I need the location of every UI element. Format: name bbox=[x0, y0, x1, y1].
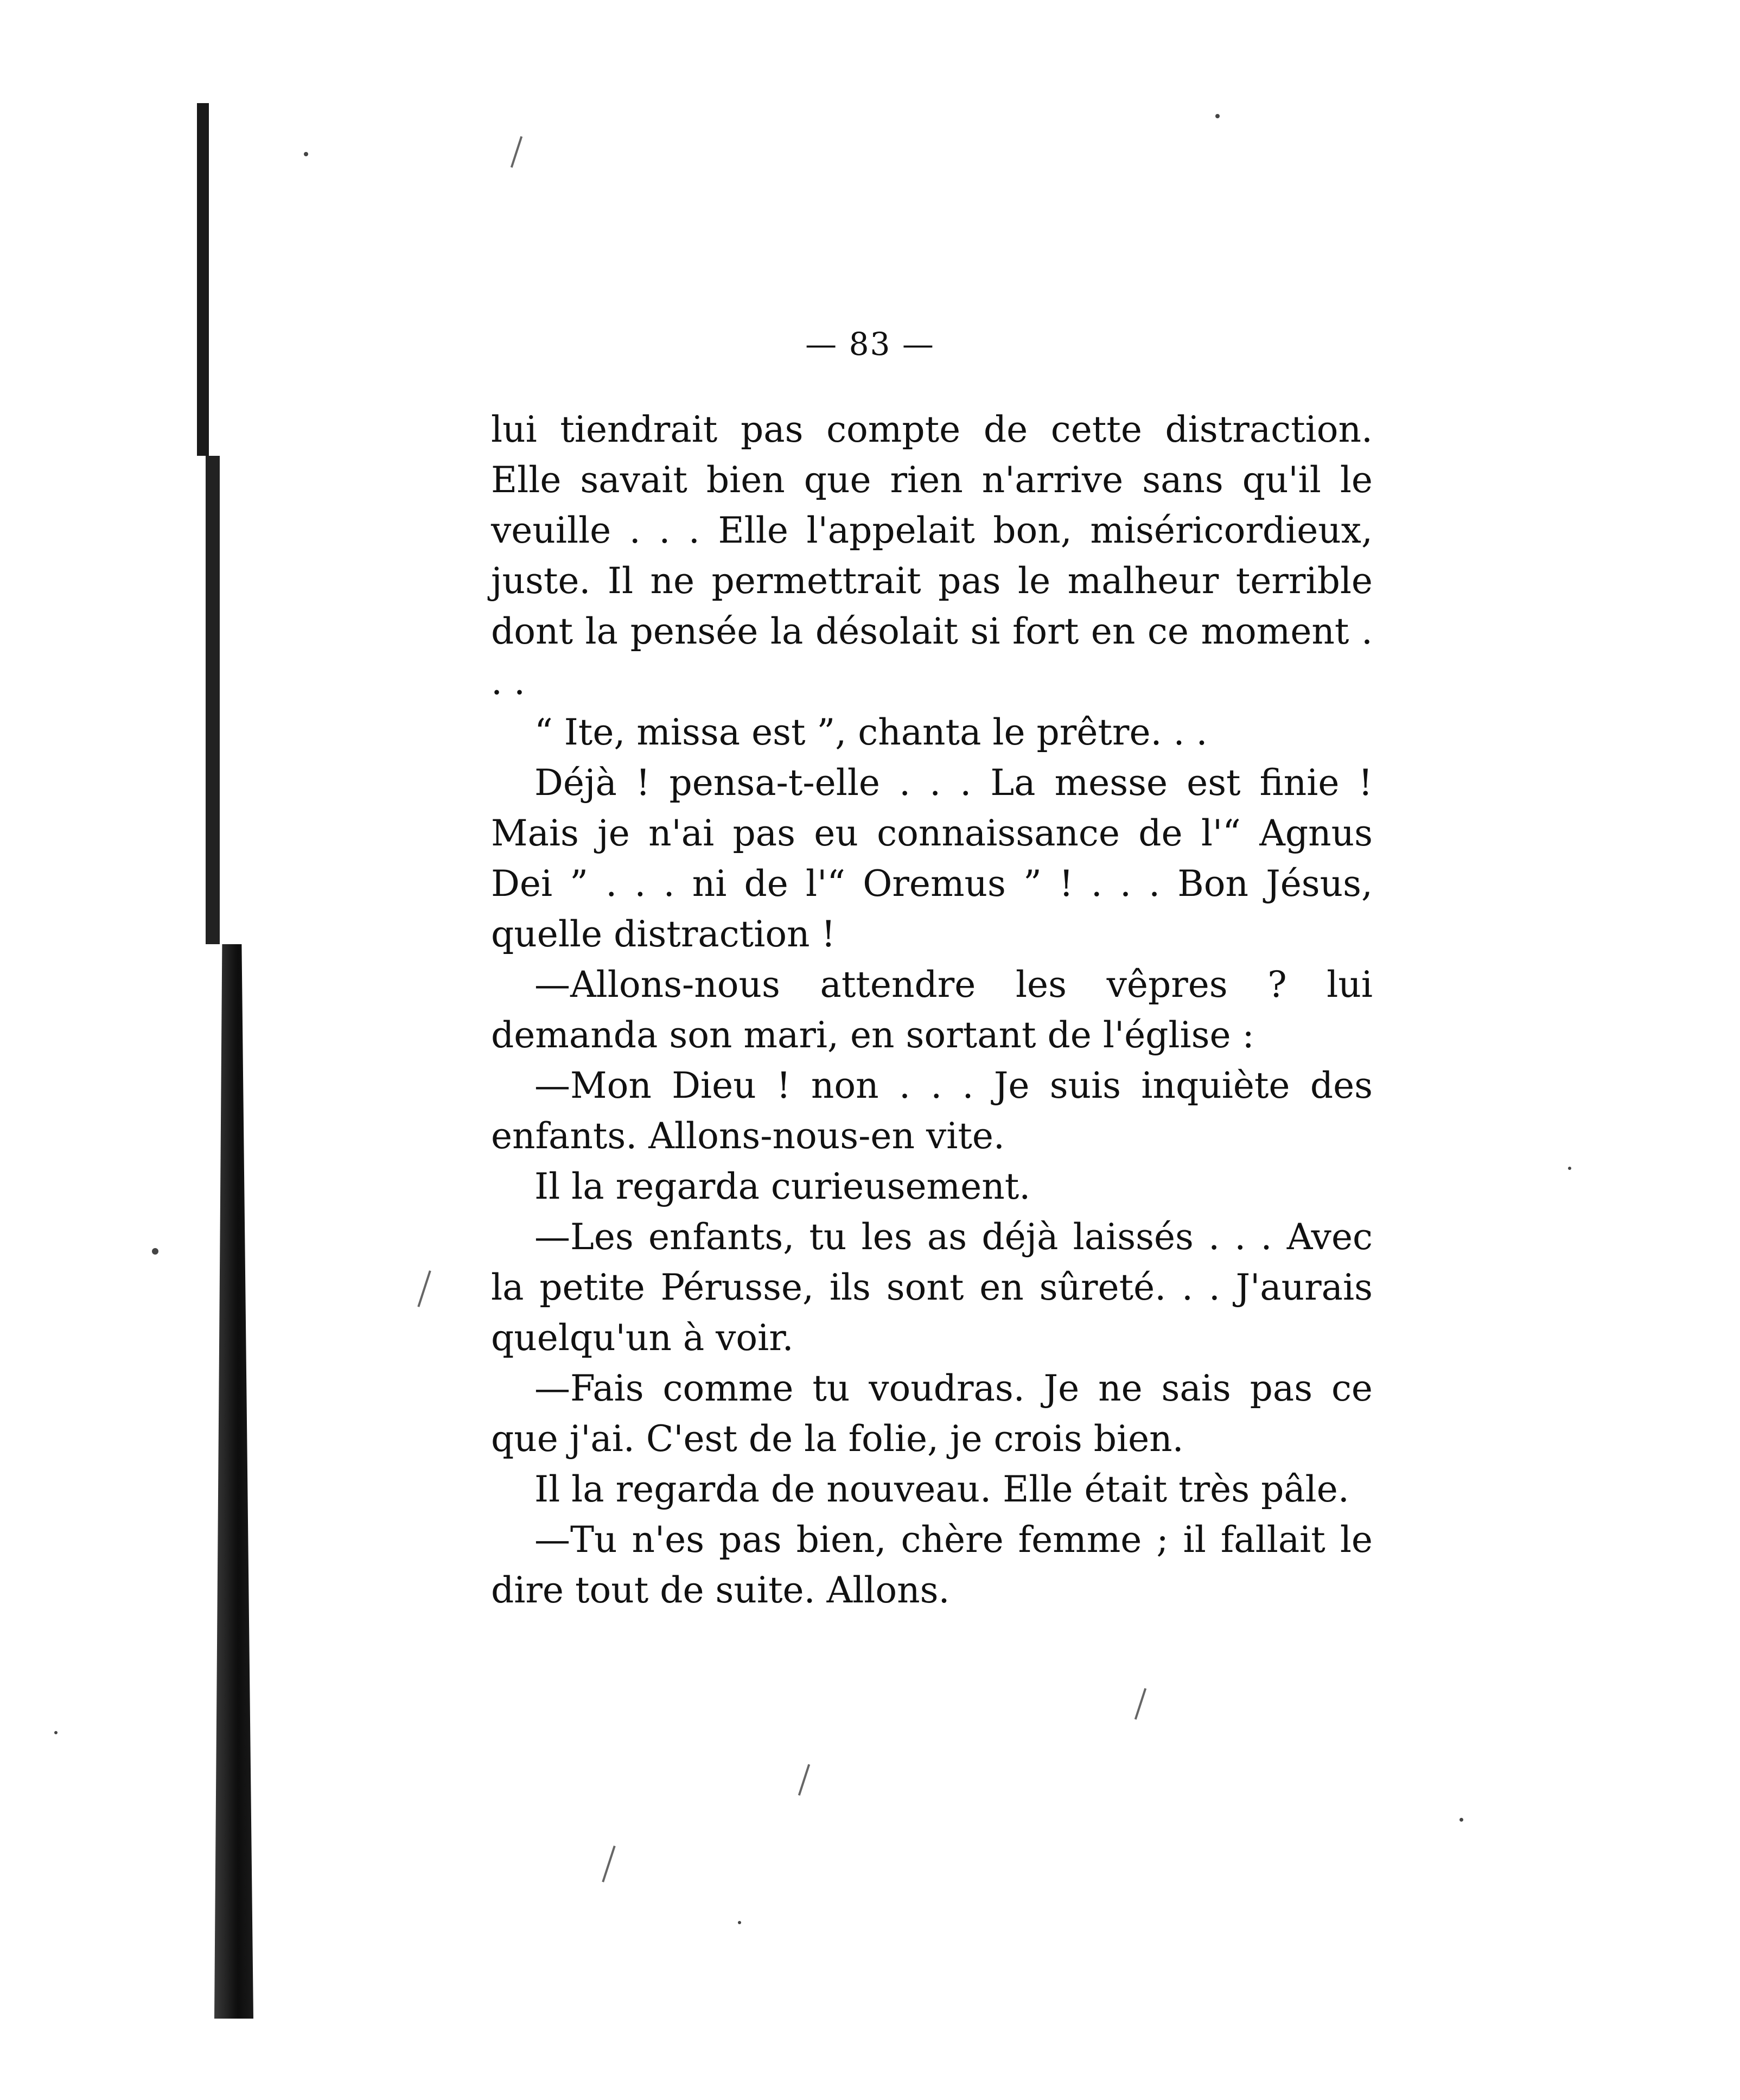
scan-stroke bbox=[602, 1846, 615, 1882]
paragraph: —Fais comme tu voudras. Je ne sais pas ce que j'ai. C'est de la folie, je crois bien. bbox=[491, 1367, 1373, 1460]
binding-shadow bbox=[193, 103, 269, 2019]
paragraph: —Les enfants, tu les as déjà laissés . . . Avec la petite Pérusse, ils sont en sûreté. . . J'aurais quelqu'un à voir. bbox=[491, 1216, 1373, 1359]
paragraph: “ Ite, missa est ”, chanta le prêtre. . . bbox=[534, 711, 1208, 753]
binding-shadow-top bbox=[197, 103, 209, 456]
scan-speck bbox=[738, 1921, 741, 1924]
scan-speck bbox=[54, 1731, 58, 1734]
binding-shadow-bottom bbox=[214, 944, 253, 2019]
paragraph: Il la regarda curieusement. bbox=[534, 1166, 1031, 1207]
scan-stroke bbox=[511, 136, 522, 168]
body-text bbox=[491, 404, 1373, 1615]
scan-stroke bbox=[1134, 1688, 1146, 1720]
scan-speck bbox=[1459, 1818, 1463, 1822]
scan-speck bbox=[152, 1248, 158, 1255]
scan-speck bbox=[1568, 1167, 1571, 1170]
binding-shadow-middle bbox=[206, 456, 220, 944]
paragraph: —Allons-nous attendre les vêpres ? lui demanda son mari, en sortant de l'église : bbox=[491, 964, 1373, 1056]
page-number: — 83 — bbox=[805, 326, 935, 362]
scan-speck bbox=[1215, 114, 1220, 118]
paragraph: Déjà ! pensa-t-elle . . . La messe est finie ! Mais je n'ai pas eu connaissance de l'“ Agnus Dei ” . . . ni de l'“ Oremus ” ! . . . Bon Jésus, quelle distraction ! bbox=[491, 762, 1373, 955]
paragraph: —Tu n'es pas bien, chère femme ; il fallait le dire tout de suite. Allons. bbox=[491, 1519, 1373, 1611]
paragraph: Il la regarda de nouveau. Elle était très pâle. bbox=[534, 1468, 1349, 1510]
paragraph: lui tiendrait pas compte de cette distraction. Elle savait bien que rien n'arrive sans qu'il le veuille . . . Elle l'appelait bon, miséricordieux, juste. Il ne permettrait pas le malheur terrible dont la pensée la désolait si fort en ce moment . . . bbox=[491, 409, 1373, 703]
paragraph: —Mon Dieu ! non . . . Je suis inquiète des enfants. Allons-nous-en vite. bbox=[491, 1065, 1373, 1157]
scan-stroke bbox=[417, 1270, 431, 1307]
scan-stroke bbox=[798, 1764, 810, 1796]
scan-speck bbox=[304, 152, 308, 156]
